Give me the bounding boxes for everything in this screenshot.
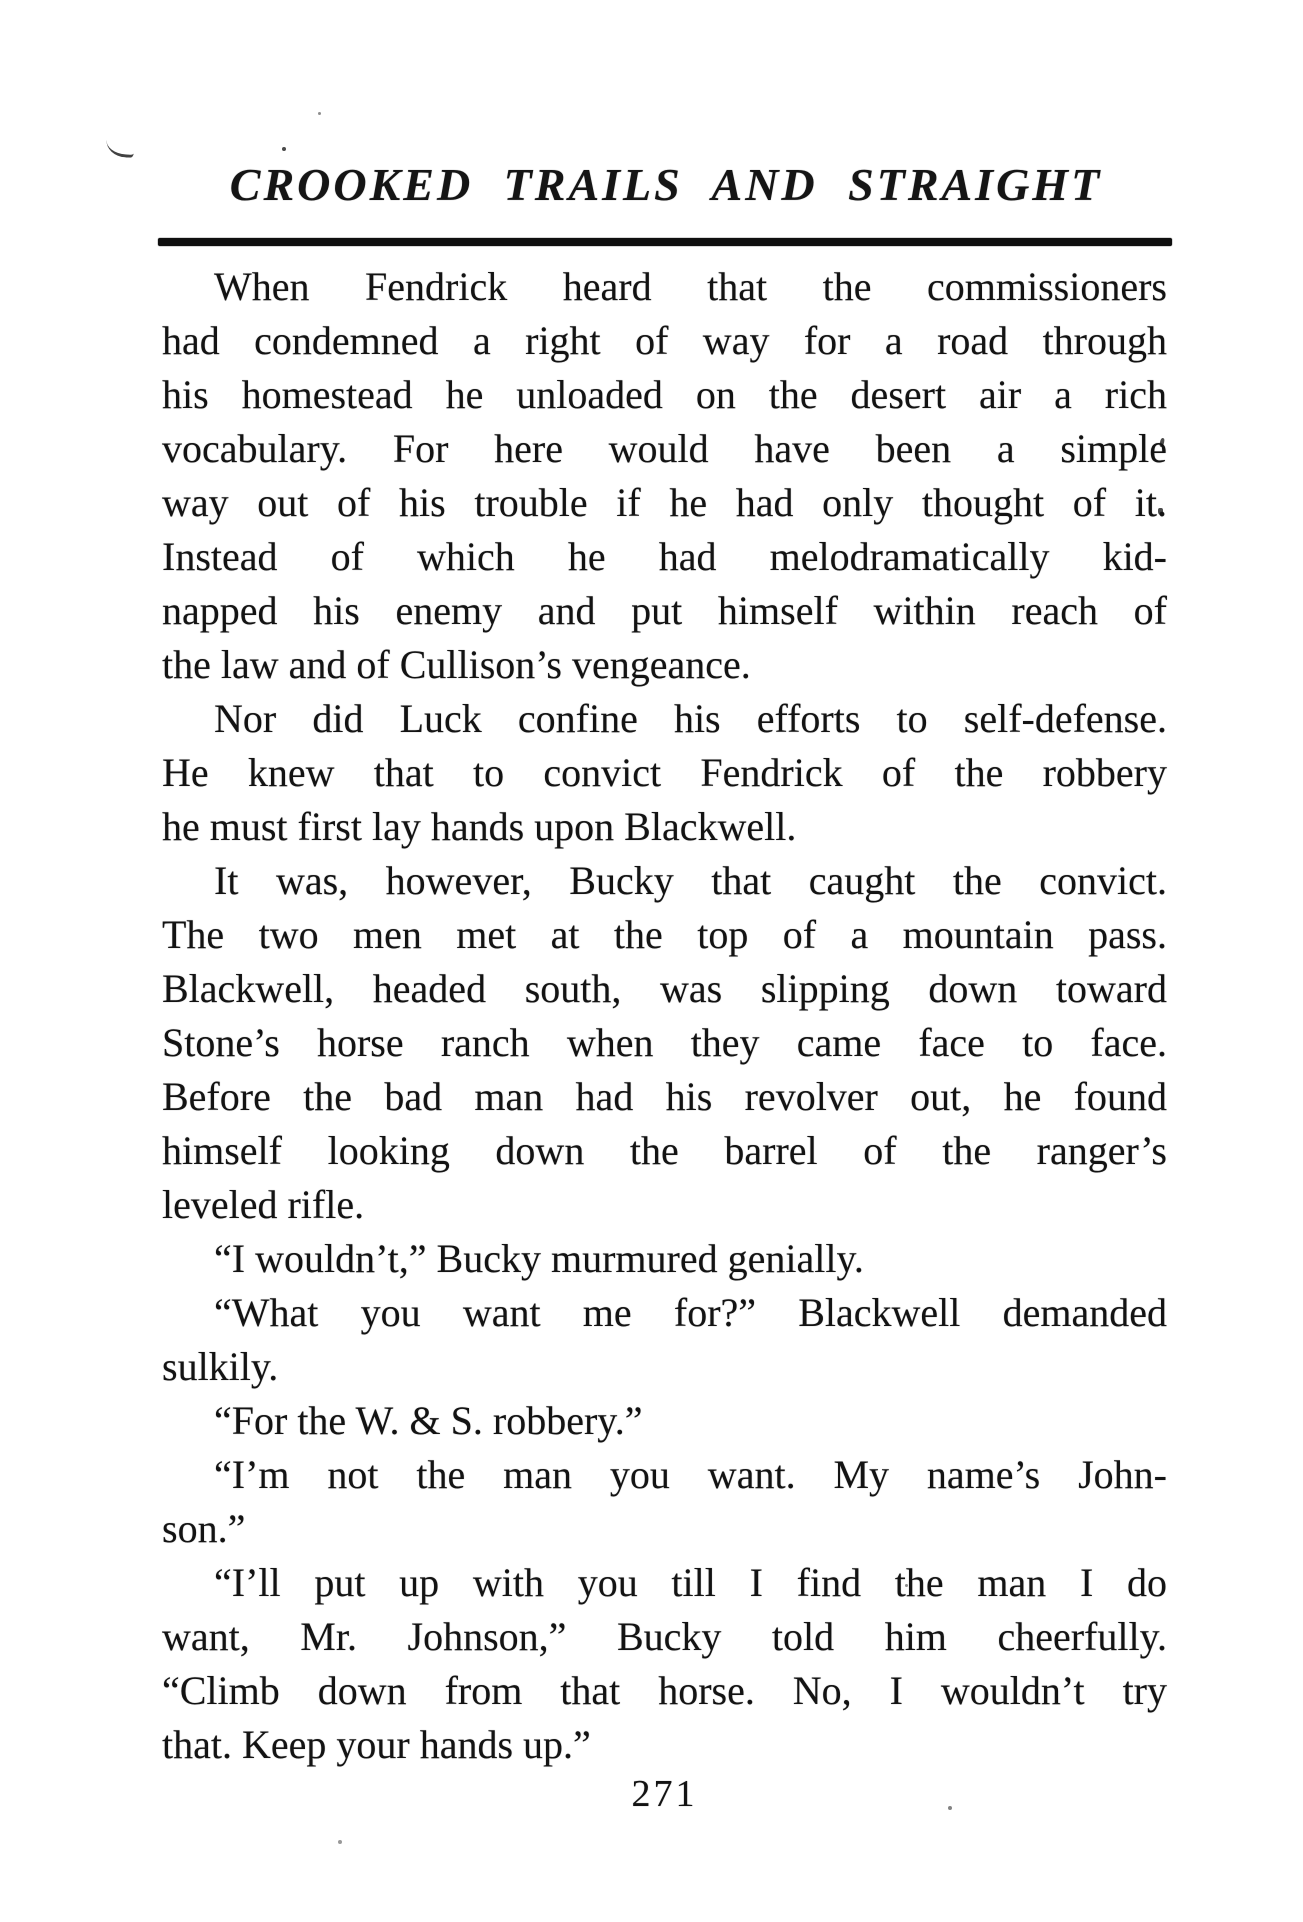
text-line: It was, however, Bucky that caught the convict. [214, 858, 1167, 903]
running-title: CROOKED TRAILS AND STRAIGHT [229, 159, 1103, 210]
text-line: that. Keep your hands up.” [162, 1722, 591, 1767]
text-line: vocabulary. For here would have been a simple [162, 426, 1167, 471]
text-line: “I’m not the man you want. My name’s John- [214, 1452, 1167, 1497]
text-line: sulkily. [162, 1344, 279, 1389]
text-line: Nor did Luck confine his efforts to self-defense. [214, 696, 1167, 741]
text-line: had condemned a right of way for a road through [162, 318, 1167, 363]
text-line: napped his enemy and put himself within reach of [162, 588, 1167, 633]
scan-speck [318, 112, 321, 115]
text-line: want, Mr. Johnson,” Bucky told him cheerfully. [162, 1614, 1167, 1659]
text-line: “I wouldn’t,” Bucky murmured genially. [214, 1236, 864, 1281]
text-line: Stone’s horse ranch when they came face to face. [162, 1020, 1167, 1065]
text-line: way out of his trouble if he had only thought of it. [162, 480, 1167, 525]
header-rule [158, 238, 1172, 246]
scan-mark-curve [105, 140, 134, 158]
text-line: “What you want me for?” Blackwell demanded [214, 1290, 1167, 1335]
scan-speck [338, 1840, 342, 1844]
text-line: He knew that to convict Fendrick of the robbery [162, 750, 1167, 795]
text-line: The two men met at the top of a mountain pass. [162, 912, 1167, 957]
text-line: “For the W. & S. robbery.” [214, 1398, 643, 1443]
text-line: Instead of which he had melodramatically kid- [162, 534, 1167, 579]
text-line: himself looking down the barrel of the ranger’s [162, 1128, 1167, 1173]
scan-speck [282, 147, 286, 151]
text-line: son.” [162, 1506, 246, 1551]
body-text [162, 260, 1167, 1772]
text-line: “Climb down from that horse. No, I wouldn’t try [162, 1668, 1167, 1713]
text-line: “I’ll put up with you till I find the man I do [214, 1560, 1167, 1605]
text-line: Before the bad man had his revolver out, he found [162, 1074, 1167, 1119]
page-number: 271 [631, 1773, 698, 1815]
text-line: When Fendrick heard that the commissioners [214, 264, 1167, 309]
text-line: the law and of Cullison’s vengeance. [162, 642, 751, 687]
text-line: leveled rifle. [162, 1182, 365, 1227]
text-line: he must first lay hands upon Blackwell. [162, 804, 797, 849]
text-line: Blackwell, headed south, was slipping down toward [162, 966, 1167, 1011]
text-line: his homestead he unloaded on the desert air a rich [162, 372, 1167, 417]
